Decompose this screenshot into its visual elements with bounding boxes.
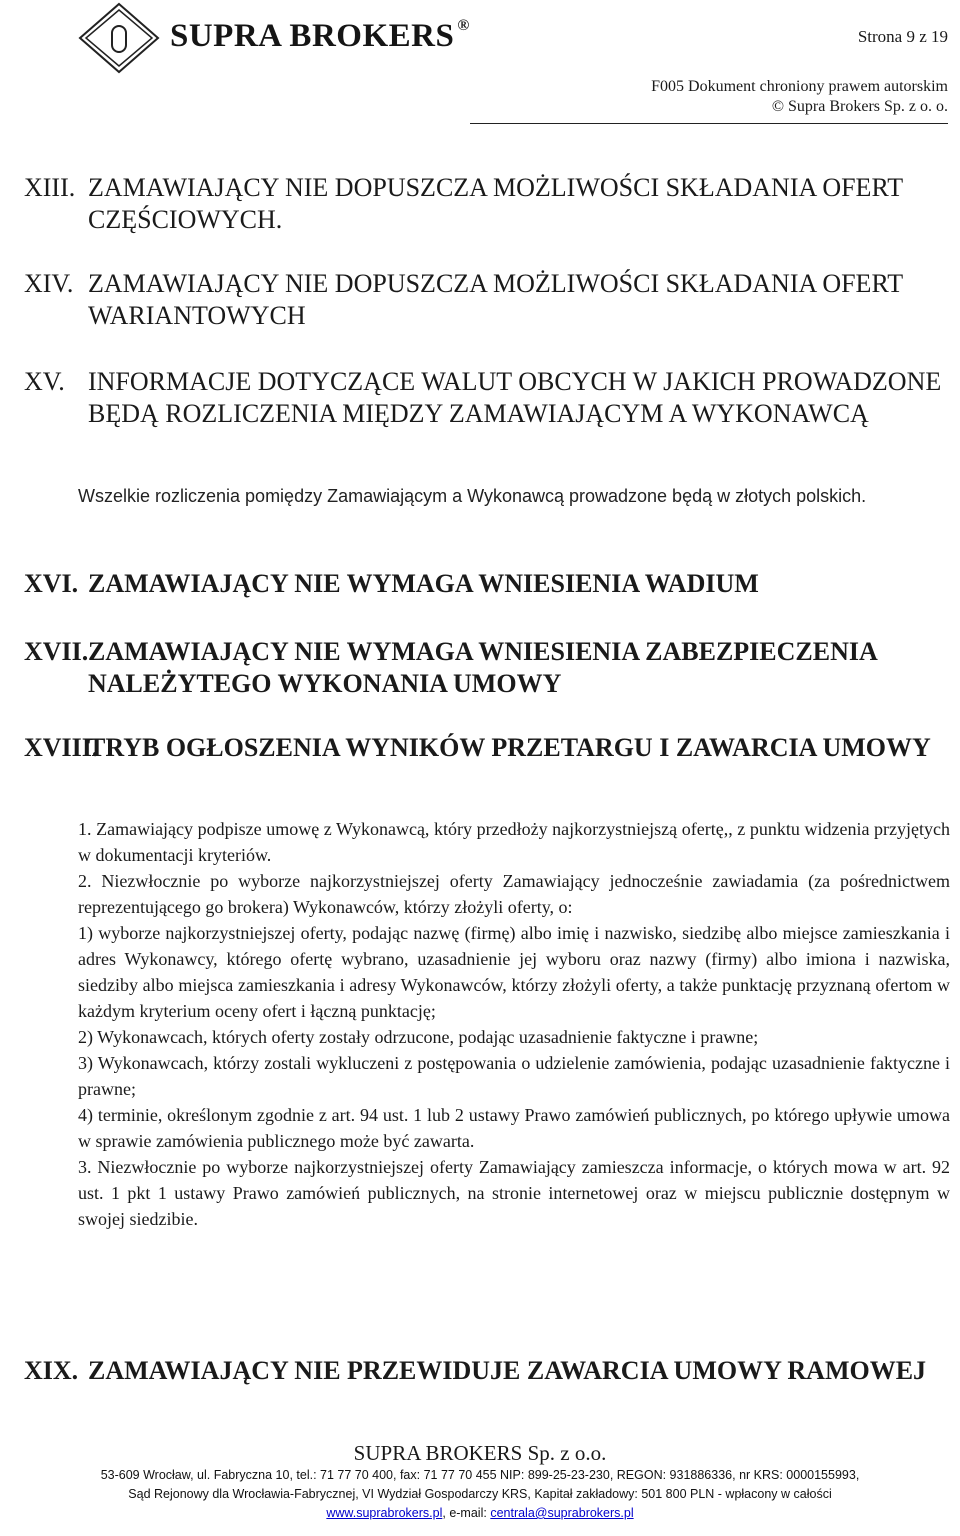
section-number: XVIII. bbox=[24, 733, 99, 762]
footer-address: 53-609 Wrocław, ul. Fabryczna 10, tel.: 71 77 70 400, fax: 71 77 70 455 NIP: 899-25-23-230, REGON: 931886336, nr KRS: 0000155993, bbox=[100, 1468, 860, 1482]
page-footer bbox=[0, 1440, 960, 1523]
section-title: ZAMAWIAJĄCY NIE DOPUSZCZA MOŻLIWOŚCI SKŁADANIA OFERT CZĘŚCIOWYCH. bbox=[88, 173, 903, 234]
paragraph: 4) terminie, określonym zgodnie z art. 94 ust. 1 lub 2 ustawy Prawo zamówień publicznych, po którego upływie umowa w sprawie zamówienia publicznego może być zawarta. bbox=[78, 1105, 950, 1151]
section-title: ZAMAWIAJĄCY NIE PRZEWIDUJE ZAWARCIA UMOWY RAMOWEJ bbox=[88, 1356, 927, 1385]
section-xv bbox=[24, 366, 944, 430]
brand-name: SUPRA BROKERS ® bbox=[170, 17, 470, 54]
paragraph: 2. Niezwłocznie po wyborze najkorzystniejszej oferty Zamawiający jednocześnie zawiadamia (za pośrednictwem reprezentującego go brokera) Wykonawców, którzy złożyli oferty, o: bbox=[78, 871, 950, 917]
section-title: TRYB OGŁOSZENIA WYNIKÓW PRZETARGU I ZAWARCIA UMOWY bbox=[88, 733, 931, 762]
paragraph: 2) Wykonawcach, których oferty zostały odrzucone, podając uzasadnienie faktyczne i prawne; bbox=[78, 1027, 759, 1047]
section-title: ZAMAWIAJĄCY NIE WYMAGA WNIESIENIA ZABEZPIECZENIA NALEŻYTEGO WYKONANIA UMOWY bbox=[88, 637, 877, 698]
section-xv-body: Wszelkie rozliczenia pomiędzy Zamawiającym a Wykonawcą prowadzone będą w złotych polskich. bbox=[78, 486, 867, 506]
footer-company: SUPRA BROKERS Sp. z o.o. bbox=[353, 1441, 607, 1465]
notice-line: © Supra Brokers Sp. z o. o. bbox=[771, 98, 948, 115]
website-link[interactable]: www.suprabrokers.pl bbox=[326, 1506, 443, 1520]
email-label: , e-mail: bbox=[442, 1506, 491, 1520]
copyright-notice bbox=[651, 77, 948, 117]
section-number: XIV. bbox=[24, 269, 74, 298]
notice-line: F005 Dokument chroniony prawem autorskim bbox=[651, 78, 948, 95]
paragraph: 3. Niezwłocznie po wyborze najkorzystniejszej oferty Zamawiający zamieszcza informacje, o których mowa w art. 92 ust. 1 pkt 1 ustawy Prawo zamówień publicznych, na stronie internetowej oraz w miejscu publicznie dostępnym w swojej siedzibie. bbox=[78, 1157, 950, 1229]
header-divider bbox=[470, 123, 948, 124]
section-xviii bbox=[24, 732, 944, 764]
section-title: ZAMAWIAJĄCY NIE DOPUSZCZA MOŻLIWOŚCI SKŁADANIA OFERT WARIANTOWYCH bbox=[88, 269, 903, 330]
section-title: INFORMACJE DOTYCZĄCE WALUT OBCYCH W JAKICH PROWADZONE BĘDĄ ROZLICZENIA MIĘDZY ZAMAWIAJĄCYM A WYKONAWCĄ bbox=[88, 367, 942, 428]
paragraph: 1. Zamawiający podpisze umowę z Wykonawcą, który przedłoży najkorzystniejszą ofertę,, z punktu widzenia przyjętych w dokumentacji kryteriów. bbox=[78, 819, 950, 865]
section-xvii bbox=[24, 636, 944, 700]
email-link[interactable]: centrala@suprabrokers.pl bbox=[490, 1506, 634, 1520]
section-number: XIX. bbox=[24, 1356, 79, 1385]
section-number: XVII. bbox=[24, 637, 89, 666]
section-xvi bbox=[24, 568, 944, 600]
footer-contact bbox=[0, 1504, 960, 1523]
company-logo bbox=[78, 2, 160, 74]
section-title: ZAMAWIAJĄCY NIE WYMAGA WNIESIENIA WADIUM bbox=[88, 569, 759, 598]
footer-registry: Sąd Rejonowy dla Wrocławia-Fabrycznej, VI Wydział Gospodarczy KRS, Kapitał zakładowy: 501 800 PLN - wpłacony w całości bbox=[128, 1487, 832, 1501]
section-number: XVI. bbox=[24, 569, 79, 598]
section-xiv bbox=[24, 268, 944, 332]
section-number: XIII. bbox=[24, 173, 76, 202]
paragraph: 3) Wykonawcach, którzy zostali wykluczeni z postępowania o udzielenie zamówienia, podając uzasadnienie faktyczne i prawne; bbox=[78, 1053, 950, 1099]
section-xviii-body bbox=[78, 816, 950, 1232]
page-number: Strona 9 z 19 bbox=[857, 27, 948, 46]
section-xix bbox=[24, 1355, 944, 1387]
paragraph: 1) wyborze najkorzystniejszej oferty, podając nazwę (firmę) albo imię i nazwisko, siedzibę albo miejsce zamieszkania i adres Wykonawcy, którego ofertę wybrano, uzasadnienie jej wyboru oraz nazwy (firmy) albo imiona i nazwiska, siedziby albo miejsca zamieszkania i adresy Wykonawców, którzy złożyli oferty, a także punktację przyznaną ofertom w każdym kryterium oceny ofert i łączną punktację; bbox=[78, 923, 950, 1021]
section-xiii bbox=[24, 172, 944, 236]
section-number: XV. bbox=[24, 367, 65, 396]
lock-icon bbox=[78, 2, 160, 74]
registered-mark: ® bbox=[457, 17, 470, 34]
